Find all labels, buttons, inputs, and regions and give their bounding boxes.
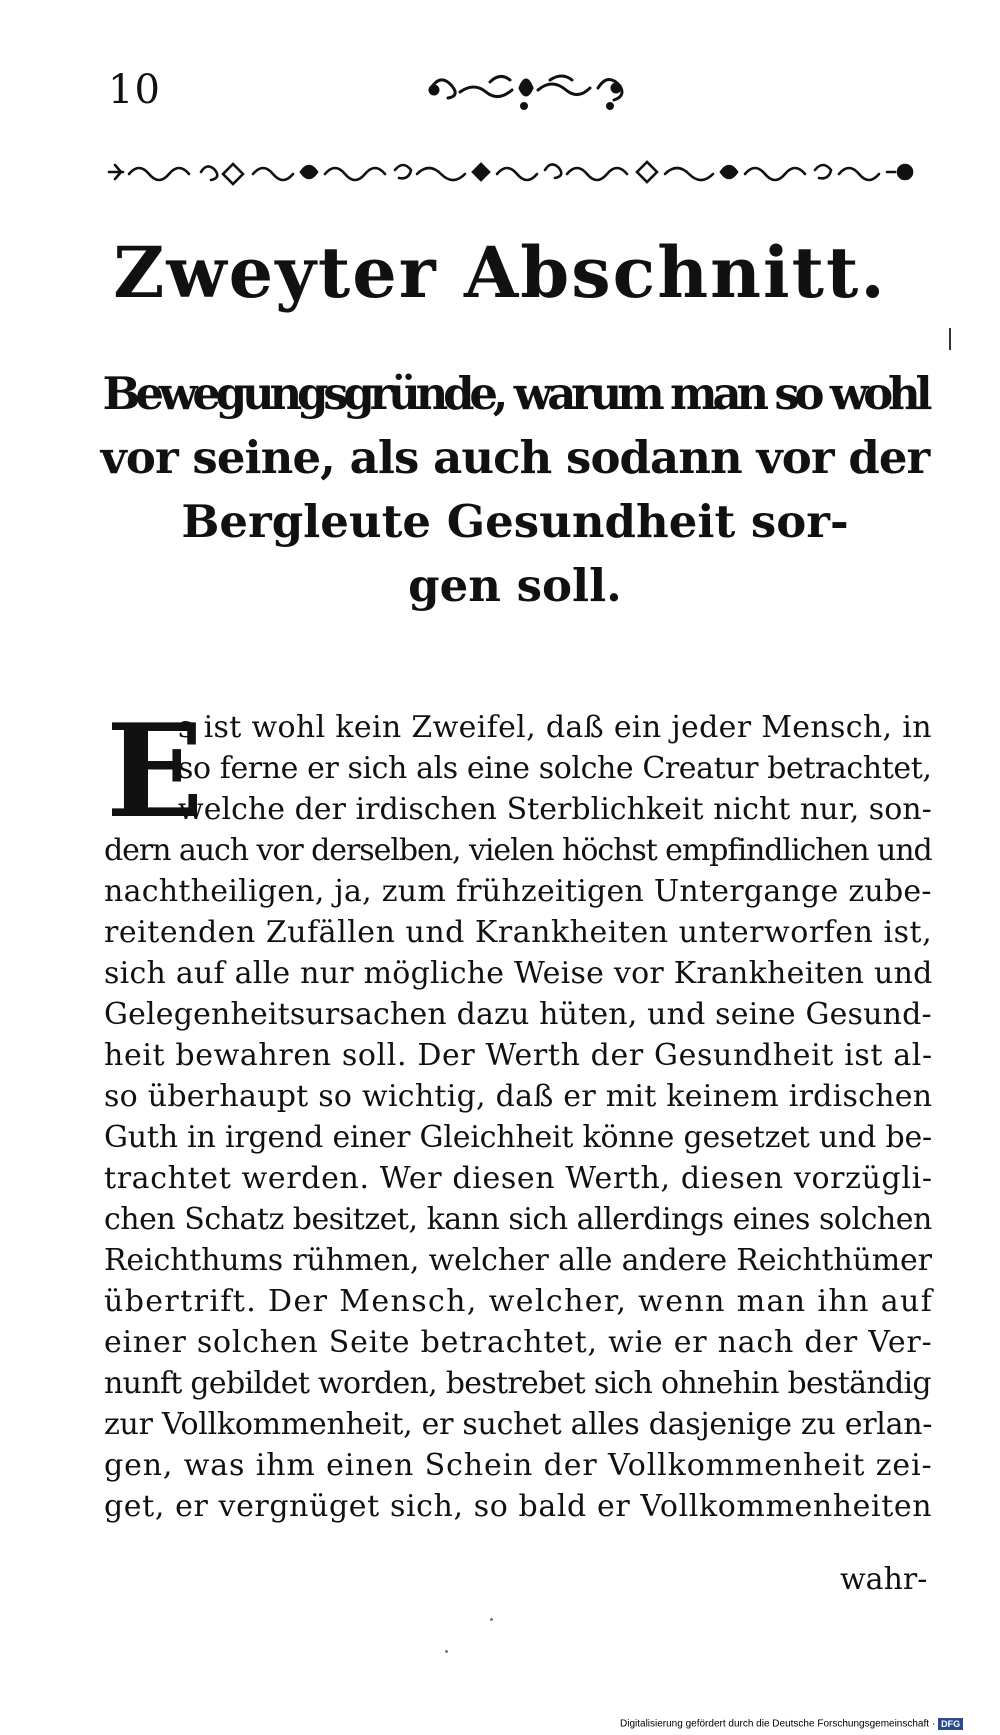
text-line: nachtheiligen, ja, zum frühzeitigen Untergange zube- — [104, 874, 932, 909]
text-line: get, er vergnüget sich, so bald er Vollkommenheiten — [104, 1489, 933, 1524]
text-line: übertrift. Der Mensch, welcher, wenn man ihn auf — [104, 1284, 934, 1319]
subtitle-line: vor seine, als auch sodann vor der — [100, 431, 930, 484]
stray-mark — [949, 328, 951, 350]
page-number: 10 — [108, 67, 161, 113]
credit-text: Digitalisierung gefördert durch die Deutsche Forschungsgemeinschaft · — [620, 1718, 936, 1730]
digitization-credit — [620, 1718, 963, 1730]
text-line: sich auf alle nur mögliche Weise vor Krankheiten und — [104, 956, 933, 991]
subtitle-line: gen soll. — [408, 559, 622, 612]
chapter-title: Zweyter Abschnitt. — [113, 231, 887, 314]
text-line: dern auch vor derselben, vielen höchst empfindlichen und — [104, 833, 932, 868]
text-line: chen Schatz besitzet, kann sich allerdings eines solchen — [104, 1202, 932, 1237]
drop-cap: E — [106, 697, 204, 847]
floral-band-icon — [105, 152, 925, 190]
subtitle-line: Bergleute Gesundheit sor- — [181, 495, 849, 548]
speck — [490, 1618, 493, 1621]
floral-ornament-icon — [420, 66, 630, 112]
text-line: Gelegenheitsursachen dazu hüten, und seine Gesund- — [104, 997, 932, 1032]
text-line: so überhaupt so wichtig, daß er mit keinem irdischen — [104, 1079, 933, 1114]
text-line: gen, was ihm einen Schein der Vollkommenheit zei- — [104, 1448, 933, 1483]
text-line: s ist wohl kein Zweifel, daß ein jeder Mensch, in — [178, 710, 932, 745]
text-line: so ferne er sich als eine solche Creatur betrachtet, — [178, 751, 932, 786]
text-line: Guth in irgend einer Gleichheit könne gesetzet und be- — [104, 1120, 932, 1155]
text-line: heit bewahren soll. Der Werth der Gesundheit ist al- — [104, 1038, 933, 1073]
dfg-logo: DFG — [938, 1718, 963, 1730]
text-line: welche der irdischen Sterblichkeit nicht nur, son- — [178, 792, 932, 827]
text-line: einer solchen Seite betrachtet, wie er nach der Ver- — [104, 1325, 933, 1360]
speck — [445, 1650, 448, 1653]
text-line: reitenden Zufällen und Krankheiten unterworfen ist, — [104, 915, 933, 950]
text-line: zur Vollkommenheit, er suchet alles dasjenige zu erlan- — [104, 1407, 933, 1442]
text-line: nunft gebildet worden, bestrebet sich ohnehin beständig — [104, 1366, 931, 1401]
catchword: wahr- — [840, 1562, 928, 1597]
text-line: trachtet werden. Wer diesen Werth, diesen vorzügli- — [104, 1161, 933, 1196]
chapter-subtitle — [100, 362, 930, 618]
text-line: Reichthums rühmen, welcher alle andere Reichthümer — [104, 1243, 932, 1278]
subtitle-line: Bewegungsgründe, warum man so wohl — [102, 367, 928, 420]
